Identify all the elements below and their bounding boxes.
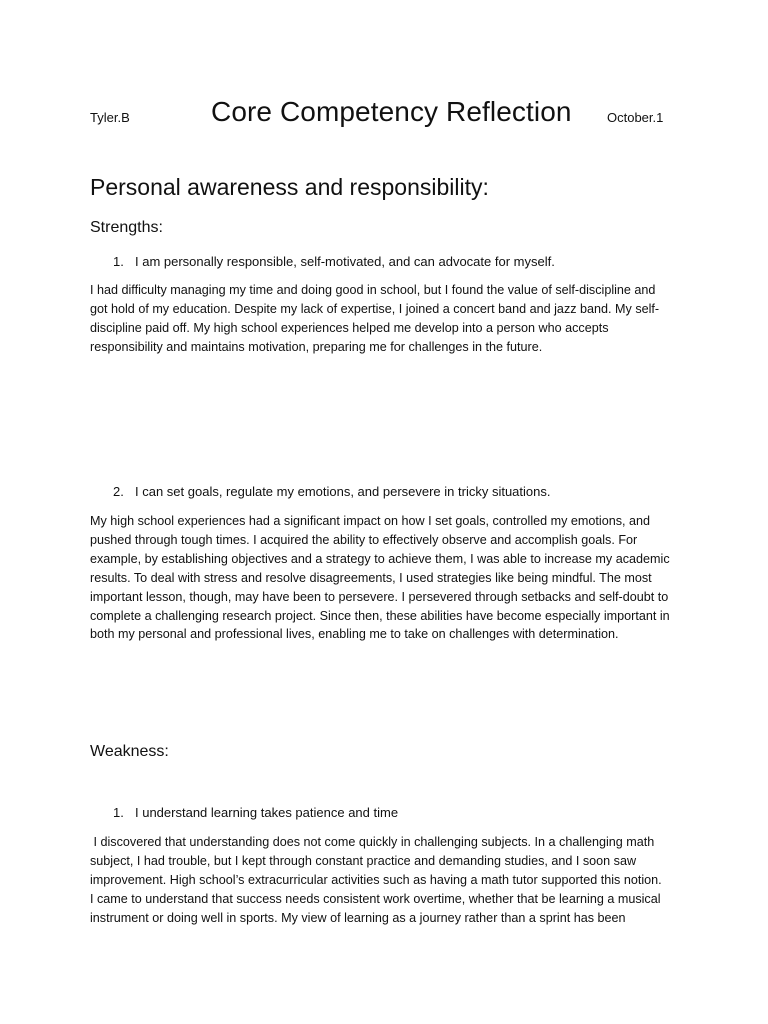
weakness-heading: Weakness:: [90, 743, 169, 760]
list-number: 1.: [113, 805, 124, 820]
paragraph-line: complete a challenging research project. Since then, these abilities have become especially important in: [90, 608, 670, 623]
paragraph-line: got hold of my education. Despite my lack of expertise, I joined a concert band and jazz band. My self-: [90, 301, 660, 316]
paragraph-line: I discovered that understanding does not come quickly in challenging subjects. In a challenging math: [90, 835, 655, 849]
paragraph-line: responsibility and maintains motivation, preparing me for challenges in the future.: [90, 339, 543, 354]
list-number: 1.: [113, 254, 124, 269]
document-title: Core Competency Reflection: [211, 96, 572, 127]
paragraph-line: both my personal and professional lives, enabling me to take on challenges with determination.: [90, 627, 619, 642]
weakness-item-1: [113, 805, 673, 823]
section-heading: Personal awareness and responsibility:: [90, 174, 489, 200]
list-number: 2.: [113, 484, 124, 499]
paragraph-line: important lesson, though, may have been to persevere. I persevered through setbacks and self-doubt to: [90, 589, 669, 604]
paragraph-line: discipline paid off. My high school experiences helped me develop into a person who accepts: [90, 320, 609, 335]
author-name: Tyler.B: [90, 110, 130, 125]
strength-2-paragraph: [90, 512, 690, 644]
paragraph-line: example, by establishing objectives and a strategy to achieve them, I was able to increase my academic: [90, 551, 670, 566]
list-item-text: I am personally responsible, self-motivated, and can advocate for myself.: [135, 254, 555, 269]
paragraph-line: improvement. High school’s extracurricular activities such as having a math tutor supported this notion.: [90, 872, 662, 887]
document-date: October.1: [607, 110, 664, 125]
paragraph-line: pushed through tough times. I acquired the ability to effectively observe and accomplish goals. For: [90, 532, 638, 547]
list-item-text: I can set goals, regulate my emotions, and persevere in tricky situations.: [135, 484, 551, 499]
strengths-heading: Strengths:: [90, 219, 163, 236]
paragraph-line: I came to understand that success needs consistent work overtime, whether that be learning a musical: [90, 891, 661, 906]
paragraph-line: My high school experiences had a significant impact on how I set goals, controlled my emotions, and: [90, 514, 651, 528]
strength-item-2: [113, 484, 673, 502]
paragraph-line: subject, I had trouble, but I kept through constant practice and demanding studies, and I soon saw: [90, 853, 637, 868]
strength-1-paragraph: [90, 281, 690, 357]
paragraph-line: instrument or doing well in sports. My view of learning as a journey rather than a sprint has been: [90, 910, 626, 925]
paragraph-line: results. To deal with stress and resolve disagreements, I used strategies like being mindful. The most: [90, 570, 652, 585]
list-item-text: I understand learning takes patience and time: [135, 805, 399, 820]
paragraph-line: I had difficulty managing my time and doing good in school, but I found the value of self-discipline and: [90, 283, 656, 297]
weakness-1-paragraph: [90, 833, 690, 928]
strength-item-1: [113, 254, 673, 272]
